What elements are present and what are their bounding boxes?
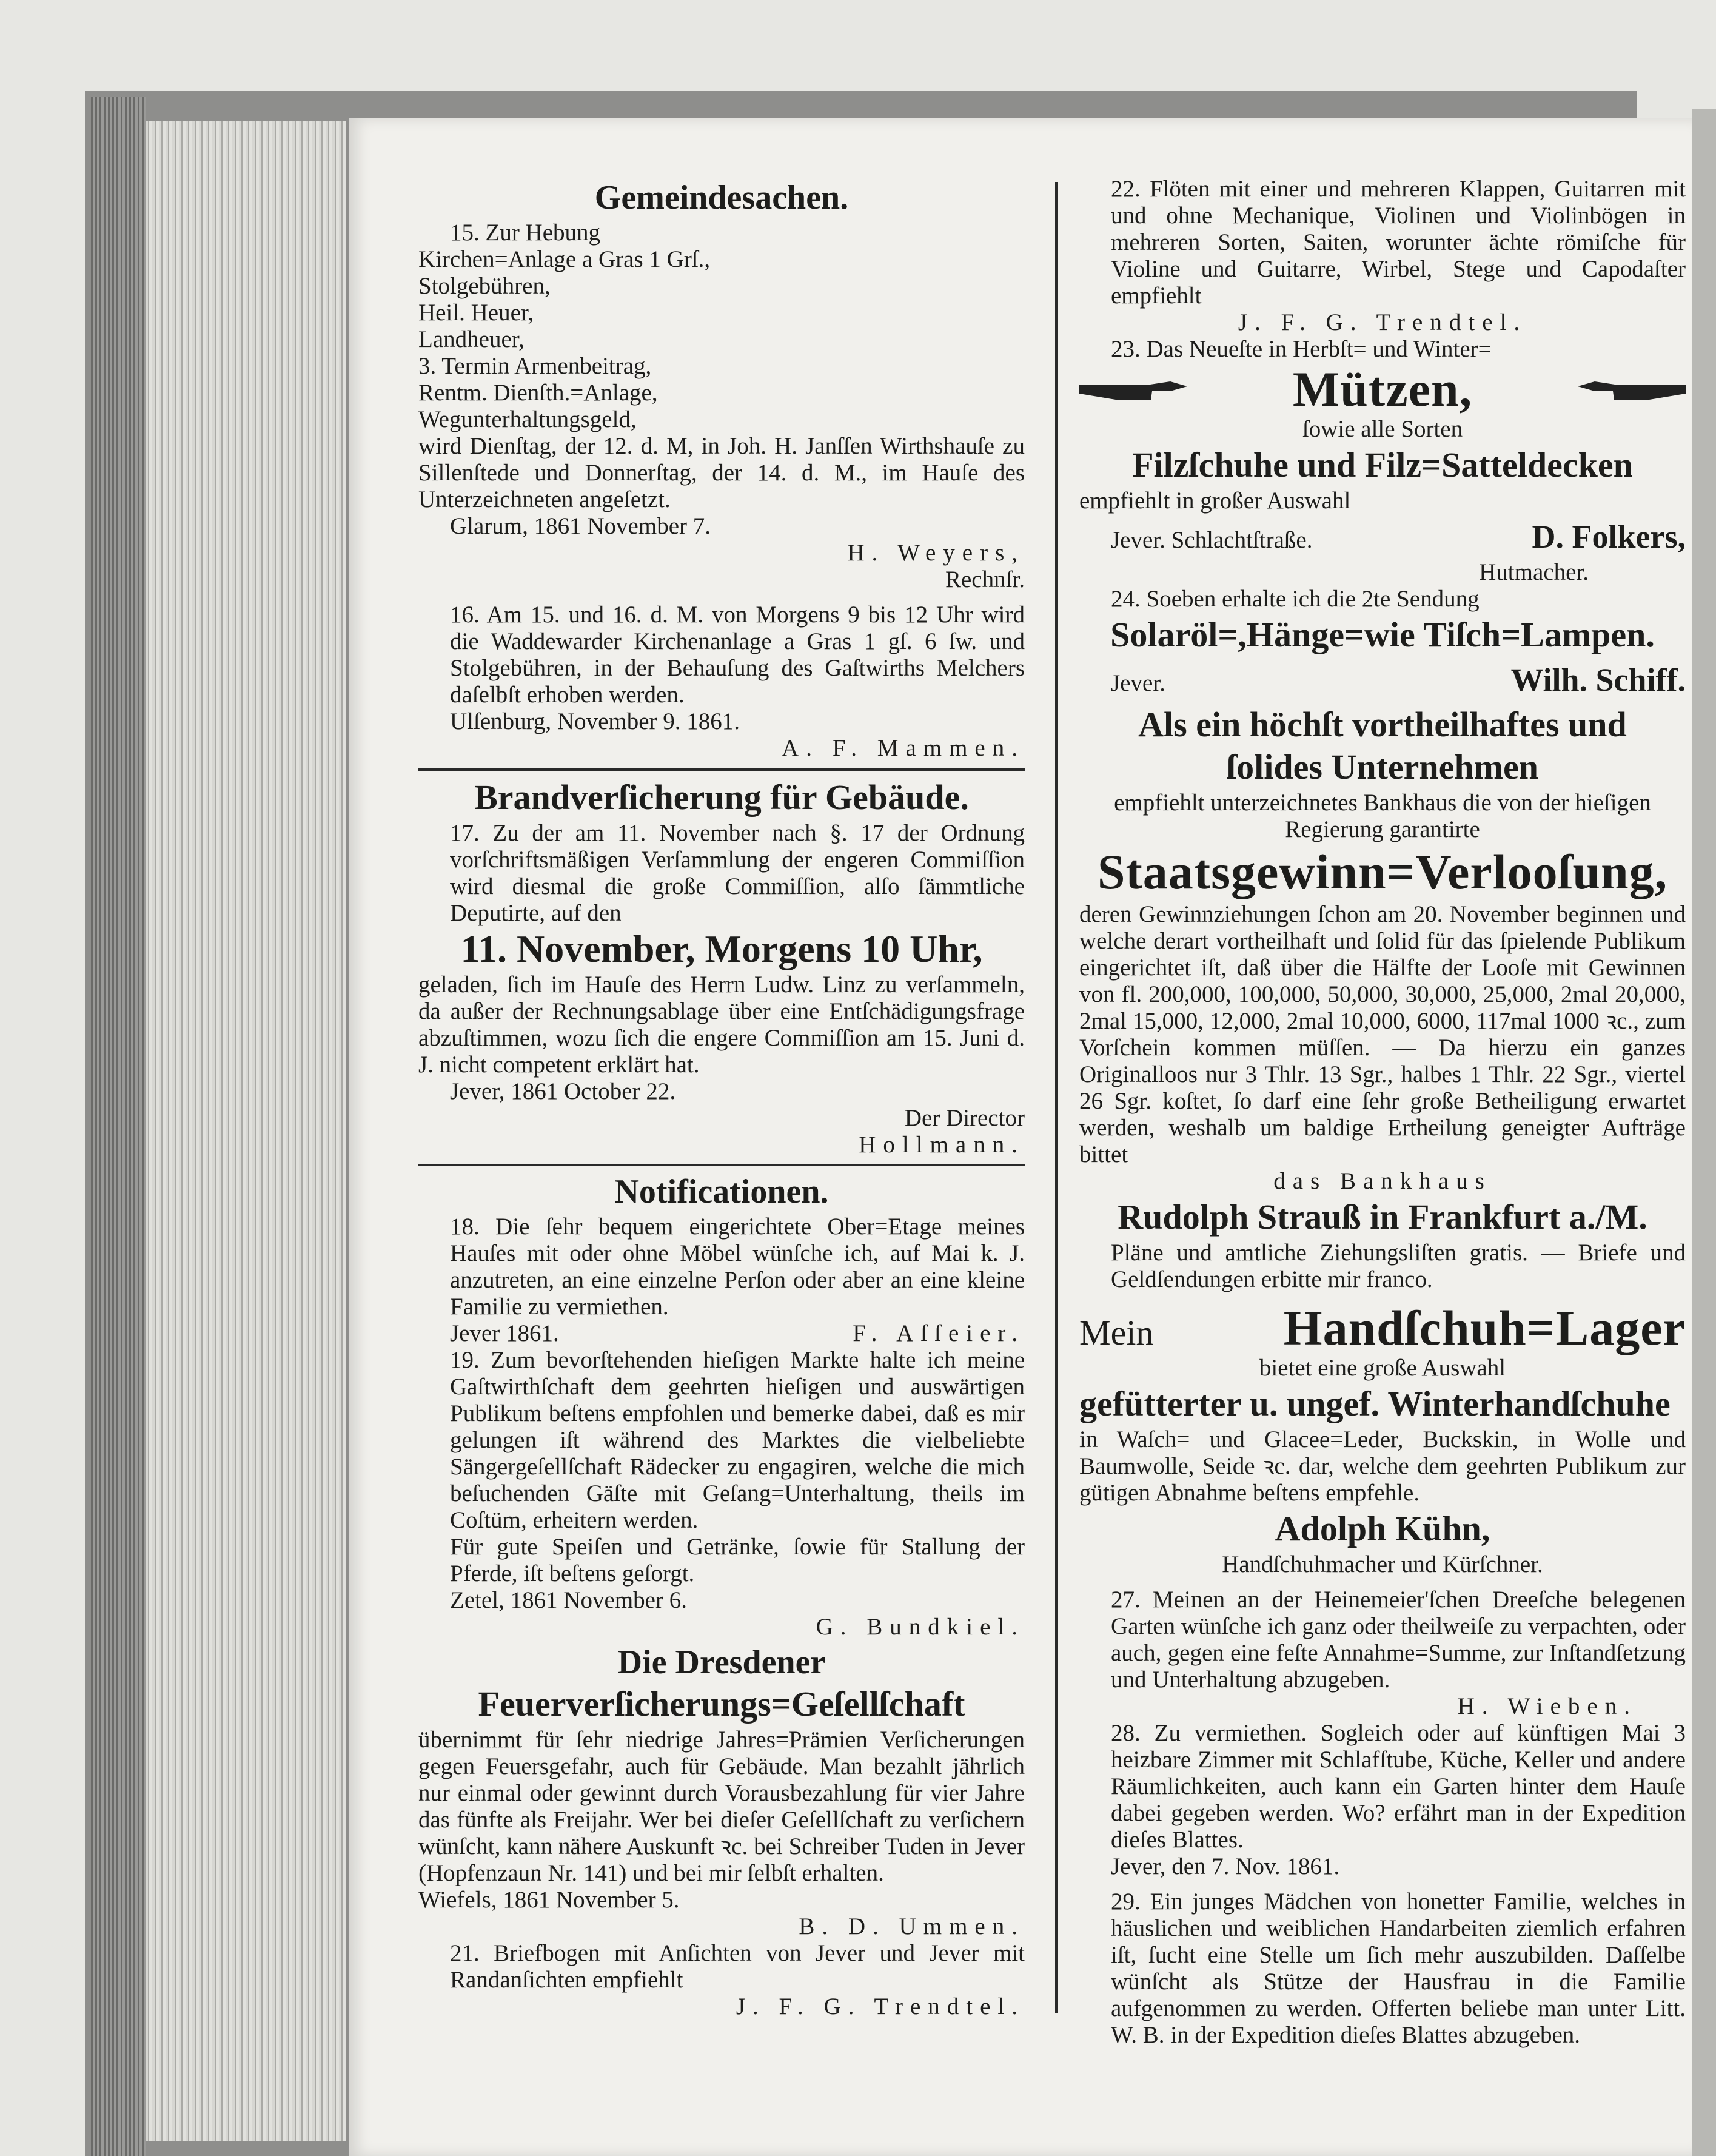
glove-headline: gefütterter u. ungef. Winterhandſchuhe: [1079, 1384, 1671, 1423]
notice-16-place: Ulſenburg, November 9. 1861.: [450, 708, 740, 734]
notice-23-line: empfiehlt in großer Auswahl: [1079, 488, 1351, 514]
gemeinde-place: Glarum, 1861 November 7.: [450, 513, 711, 539]
left-column: [418, 176, 1025, 2020]
dresden-body: übernimmt für ſehr niedrige Jahres=Prämien Verſicherungen gegen Feuersgefahr, auch für Gebäude. Man bezahlt jährlich nur einmal oder gewinnt durch Vorausbezahlung für vier Jahre das fünfte als Freijahr. Wer bei dieſer Geſellſchaft zu verſichern wünſcht, kann nähere Auskunft ꝛc. bei Schreiber Tuden in Jever (Hopfenzaun Nr. 141) und bei mir ſelbſt erhalten.: [418, 1727, 1025, 1886]
gemeinde-line: Heil. Heuer,: [418, 300, 534, 326]
glove-heading-main: Handſchuh=Lager: [1283, 1300, 1686, 1355]
brand-date: 11. November, Morgens 10 Uhr,: [460, 927, 983, 970]
bank-heading-2: ſolides Unternehmen: [1227, 747, 1538, 787]
glove-signature: Adolph Kühn,: [1275, 1509, 1490, 1548]
gemeinde-body: wird Dienſtag, der 12. d. M, in Joh. H. Janſſen Wirthshauſe zu Sillenſtede und Donnerſtag, der 14. d. M., im Hauſe des Unterzeichneten angeſetzt.: [418, 433, 1025, 512]
notice-18-place: Jever 1861.: [450, 1320, 559, 1346]
notice-18-signature: F. Aſſeier.: [853, 1320, 1025, 1346]
bank-body: deren Gewinnziehungen ſchon am 20. November beginnen und welche derart vortheilhaft und ſolid für das ſpielende Publikum eingerichtet iſt, daß über die Hälfte der Looſe mit Gewinnen von fl. 200,000, 100,000, 50,000, 30,000, 25,000, 2mal 20,000, 2mal 15,000, 12,000, 2mal 10,000, 6000, 117mal 1000 ꝛc., zum Vorſchein kommen müſſen. — Da hierzu ein ganzes Originalloos nur 3 Thlr. 13 Sgr., halbes 1 Thlr. 22 Sgr., viertel 26 Sgr. koſtet, ſo darf eine ſehr große Betheiligung erwartet werden, weshalb um baldige Ertheilung geneigter Aufträge bittet: [1079, 901, 1686, 1167]
notice-19-signature: G. Bundkiel.: [816, 1614, 1025, 1640]
bank-signature: Rudolph Strauß in Frankfurt a./M.: [1118, 1197, 1647, 1237]
bank-note: Pläne und amtliche Ziehungsliſten gratis. — Briefe und Geldſendungen erbitte mir franco.: [1111, 1240, 1686, 1292]
notice-21-signature: J. F. G. Trendtel.: [736, 1993, 1025, 2020]
notice-24-headline: Solaröl=,Hänge=wie Tiſch=Lampen.: [1110, 615, 1655, 654]
notice-22-body: 22. Flöten mit einer und mehreren Klappen, Guitarren mit und ohne Mechanique, Violinen und Violinbögen in mehreren Sorten, Saiten, worunter ächte römiſche für Violine und Guitarre, Wirbel, Stege und Capodaſter empfiehlt: [1111, 176, 1686, 309]
brand-place: Jever, 1861 October 22.: [450, 1078, 676, 1104]
brand-body-2: geladen, ſich im Hauſe des Herrn Ludw. Linz zu verſammeln, da außer der Rechnungsablage über eine Entſchädigungsfrage abzuſtimmen, wozu ſich die engere Commiſſion am 15. Juni d. J. nicht competent erklärt hat.: [418, 972, 1025, 1078]
gemeinde-line: 15. Zur Hebung: [450, 220, 601, 246]
notice-24-intro: 24. Soeben erhalte ich die 2te Sendung: [1111, 586, 1480, 612]
heading-feuerversicherung: Feuerverſicherungs=Geſellſchaft: [478, 1684, 965, 1724]
heading-gemeindesachen: Gemeindesachen.: [594, 179, 849, 217]
dresden-place: Wiefels, 1861 November 5.: [418, 1887, 680, 1913]
brand-signature-title: Der Director: [904, 1105, 1025, 1131]
gemeinde-line: 3. Termin Armenbeitrag,: [418, 353, 652, 379]
notice-28-place: Jever, den 7. Nov. 1861.: [1111, 1853, 1340, 1879]
notice-23-footer: [1079, 514, 1686, 559]
notice-27-body: 27. Meinen an der Heinemeier'ſchen Dreeſche belegenen Garten wünſche ich ganz oder theilweiſe zu verpachten, oder auch, gegen eine feſte Annahme=Summe, zur Inſtandſetzung und Unterhaltung abzugeben.: [1111, 1587, 1686, 1693]
gemeinde-signature-title: Rechnſr.: [945, 566, 1025, 593]
notice-21-body: 21. Briefbogen mit Anſichten von Jever und Jever mit Randanſichten empfiehlt: [450, 1940, 1025, 1993]
bank-signature-title: das Bankhaus: [1273, 1168, 1492, 1194]
gemeinde-line: Landheuer,: [418, 326, 525, 352]
gemeinde-line: Kirchen=Anlage a Gras 1 Grſ.,: [418, 246, 711, 272]
notice-19-body-2: Für gute Speiſen und Getränke, ſowie für Stallung der Pferde, iſt beſtens geſorgt.: [450, 1534, 1025, 1587]
bank-headline: Staatsgewinn=Verlooſung,: [1097, 844, 1668, 899]
heading-dresdener: Die Dresdener: [617, 1644, 826, 1681]
notice-16-signature: A. F. Mammen.: [782, 735, 1025, 761]
heading-notificationen: Notificationen.: [614, 1173, 829, 1211]
notice-23-intro: 23. Das Neueſte in Herbſt= und Winter=: [1111, 336, 1492, 362]
gemeinde-signature: H. Weyers,: [847, 540, 1025, 566]
section-rule: [418, 768, 1025, 771]
notice-23-sub: ſowie alle Sorten: [1302, 416, 1463, 442]
notice-19-body: 19. Zum bevorſtehenden hieſigen Markte halte ich meine Gaſtwirthſchaft dem geehrten hieſigen und auswärtigen Publikum beſtens empfohlen und bemerke dabei, daß es mir gelungen iſt während des Marktes die vielbeliebte Sängergeſellſchaft Rädecker zu engagiren, welche die mich beſuchenden Gäſte mit Geſang=Unterhaltung, theils im Coſtüm, erheitern werden.: [450, 1347, 1025, 1533]
notice-18-body: 18. Die ſehr bequem eingerichtete Ober=Etage meines Hauſes mit oder ohne Möbel wünſche ich, auf Mai k. J. anzutreten, an eine einzelne Perſon oder aber an eine kleine Familie zu vermiethen.: [450, 1214, 1025, 1320]
brand-body: 17. Zu der am 11. November nach §. 17 der Ordnung vorſchriftsmäßigen Verſammlung der engeren Commiſſion wird diesmal die große Commiſſion, alſo ſämmtliche Deputirte, auf den: [450, 820, 1025, 926]
gemeinde-line: Rentm. Dienſth.=Anlage,: [418, 380, 658, 406]
gemeinde-line: Wegunterhaltungsgeld,: [418, 406, 637, 432]
notice-23-headline: Mützen,: [1292, 361, 1473, 417]
notice-16-body: 16. Am 15. und 16. d. M. von Morgens 9 bis 12 Uhr wird die Waddewarder Kirchenanlage a Gras 1 gſ. 6 ſw. und Stolgebühren, in der Behauſung des Gaſtwirths Melchers daſelbſt erhoben werden.: [450, 602, 1025, 708]
book-spine-edge: [91, 97, 146, 2156]
heading-brandversicherung: Brandverſicherung für Gebäude.: [474, 777, 969, 817]
gemeinde-line: Stolgebühren,: [418, 273, 551, 299]
notice-22-signature: J. F. G. Trendtel.: [1238, 309, 1527, 335]
glove-heading: [1079, 1301, 1686, 1355]
right-gutter: [1692, 109, 1716, 2156]
pointing-hand-left-icon: [1577, 373, 1686, 406]
glove-line: bietet eine große Auswahl: [1259, 1355, 1506, 1381]
section-rule: [418, 1164, 1025, 1166]
notice-24-footer: [1079, 657, 1686, 702]
gemeinde-items: [418, 220, 1025, 433]
bank-heading-1: Als ein höchſt vortheilhaftes und: [1138, 705, 1627, 744]
notice-23-place: Jever. Schlachtſtraße.: [1111, 527, 1313, 553]
pointing-hand-right-icon: [1079, 373, 1188, 406]
glove-signature-title: Handſchuhmacher und Kürſchner.: [1222, 1551, 1543, 1577]
page-stack: [146, 121, 346, 2141]
dresden-signature: B. D. Ummen.: [799, 1913, 1025, 1939]
notice-27-signature: H. Wieben.: [1457, 1693, 1637, 1719]
notice-28-body: 28. Zu vermiethen. Sogleich oder auf künftigen Mai 3 heizbare Zimmer mit Schlafſtube, Küche, Keller und andere Räumlichkeiten, auch kann ein Garten hinter dem Hauſe dabei gegeben werden. Wo? erfährt man in der Expedition dieſes Blattes.: [1111, 1720, 1686, 1853]
notice-29-body: 29. Ein junges Mädchen von honetter Familie, welches in häuslichen und weiblichen Handarbeiten ziemlich erfahren iſt, ſucht eine Stelle um ſich mehr auszubilden. Daſſelbe wünſcht als Stütze der Hausfrau in die Familie aufgenommen zu werden. Offerten beliebe man unter Litt. W. B. in der Expedition dieſes Blattes abzugeben.: [1111, 1889, 1686, 2048]
notice-23-signature-title: Hutmacher.: [1479, 559, 1589, 585]
notice-24-place: Jever.: [1111, 670, 1165, 696]
notice-23-banner: [1079, 363, 1686, 416]
notice-18-footer: [418, 1320, 1025, 1347]
notice-23-headline-2: Filzſchuhe und Filz=Satteldecken: [1132, 445, 1633, 485]
bank-line: empfiehlt unterzeichnetes Bankhaus die von der hieſigen Regierung garantirte: [1114, 790, 1651, 842]
notice-24-signature: Wilh. Schiff.: [1510, 662, 1686, 698]
right-column: [1079, 176, 1686, 2049]
notice-23-signature: D. Folkers,: [1532, 519, 1686, 555]
column-divider: [1055, 182, 1058, 2013]
notice-19-place: Zetel, 1861 November 6.: [450, 1587, 687, 1613]
glove-body: in Waſch= und Glacee=Leder, Buckskin, in Wolle und Baumwolle, Seide ꝛc. dar, welche dem geehrten Publikum zur gütigen Abnahme beſtens empfehle.: [1079, 1426, 1686, 1506]
glove-heading-prefix: Mein: [1079, 1313, 1154, 1352]
brand-signature: Hollmann.: [859, 1132, 1025, 1158]
